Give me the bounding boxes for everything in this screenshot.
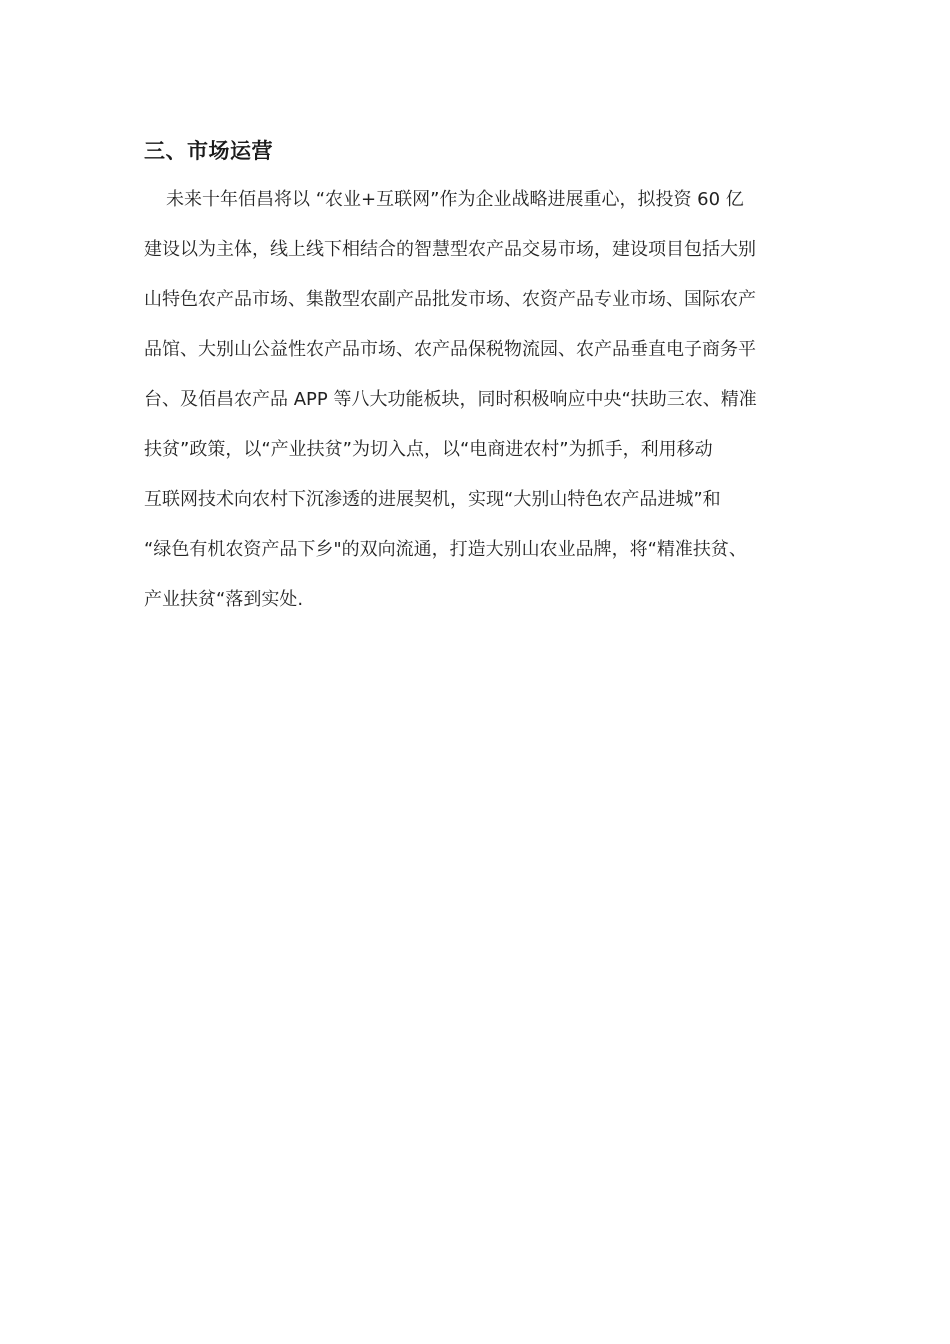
paragraph-line-4: 品馆、大别山公益性农产品市场、农产品保税物流园、农产品垂直电子商务平 [144, 339, 756, 360]
paragraph-line-2: 建设以为主体，线上线下相结合的智慧型农产品交易市场，建设项目包括大别 [144, 239, 756, 260]
paragraph-line-9: 产业扶贫“落到实处. [144, 589, 304, 610]
paragraph-line-8: “绿色有机农资产品下乡"的双向流通，打造大别山农业品牌，将“精准扶贫、 [144, 539, 747, 560]
paragraph-line-7: 互联网技术向农村下沉渗透的进展契机，实现“大别山特色农产品进城”和 [144, 489, 721, 510]
section-paragraph [144, 183, 814, 633]
section-heading: 三、市场运营 [144, 139, 273, 163]
paragraph-line-1: 未来十年佰昌将以 “农业+互联网”作为企业战略进展重心，拟投资 60 亿 [166, 189, 744, 210]
paragraph-line-3: 山特色农产品市场、集散型农副产品批发市场、农资产品专业市场、国际农产 [144, 289, 756, 310]
paragraph-line-6: 扶贫”政策，以“产业扶贫”为切入点，以“电商进农村”为抓手，利用移动 [144, 439, 713, 460]
paragraph-line-5: 台、及佰昌农产品 APP 等八大功能板块，同时积极响应中央“扶助三农、精准 [144, 389, 757, 410]
